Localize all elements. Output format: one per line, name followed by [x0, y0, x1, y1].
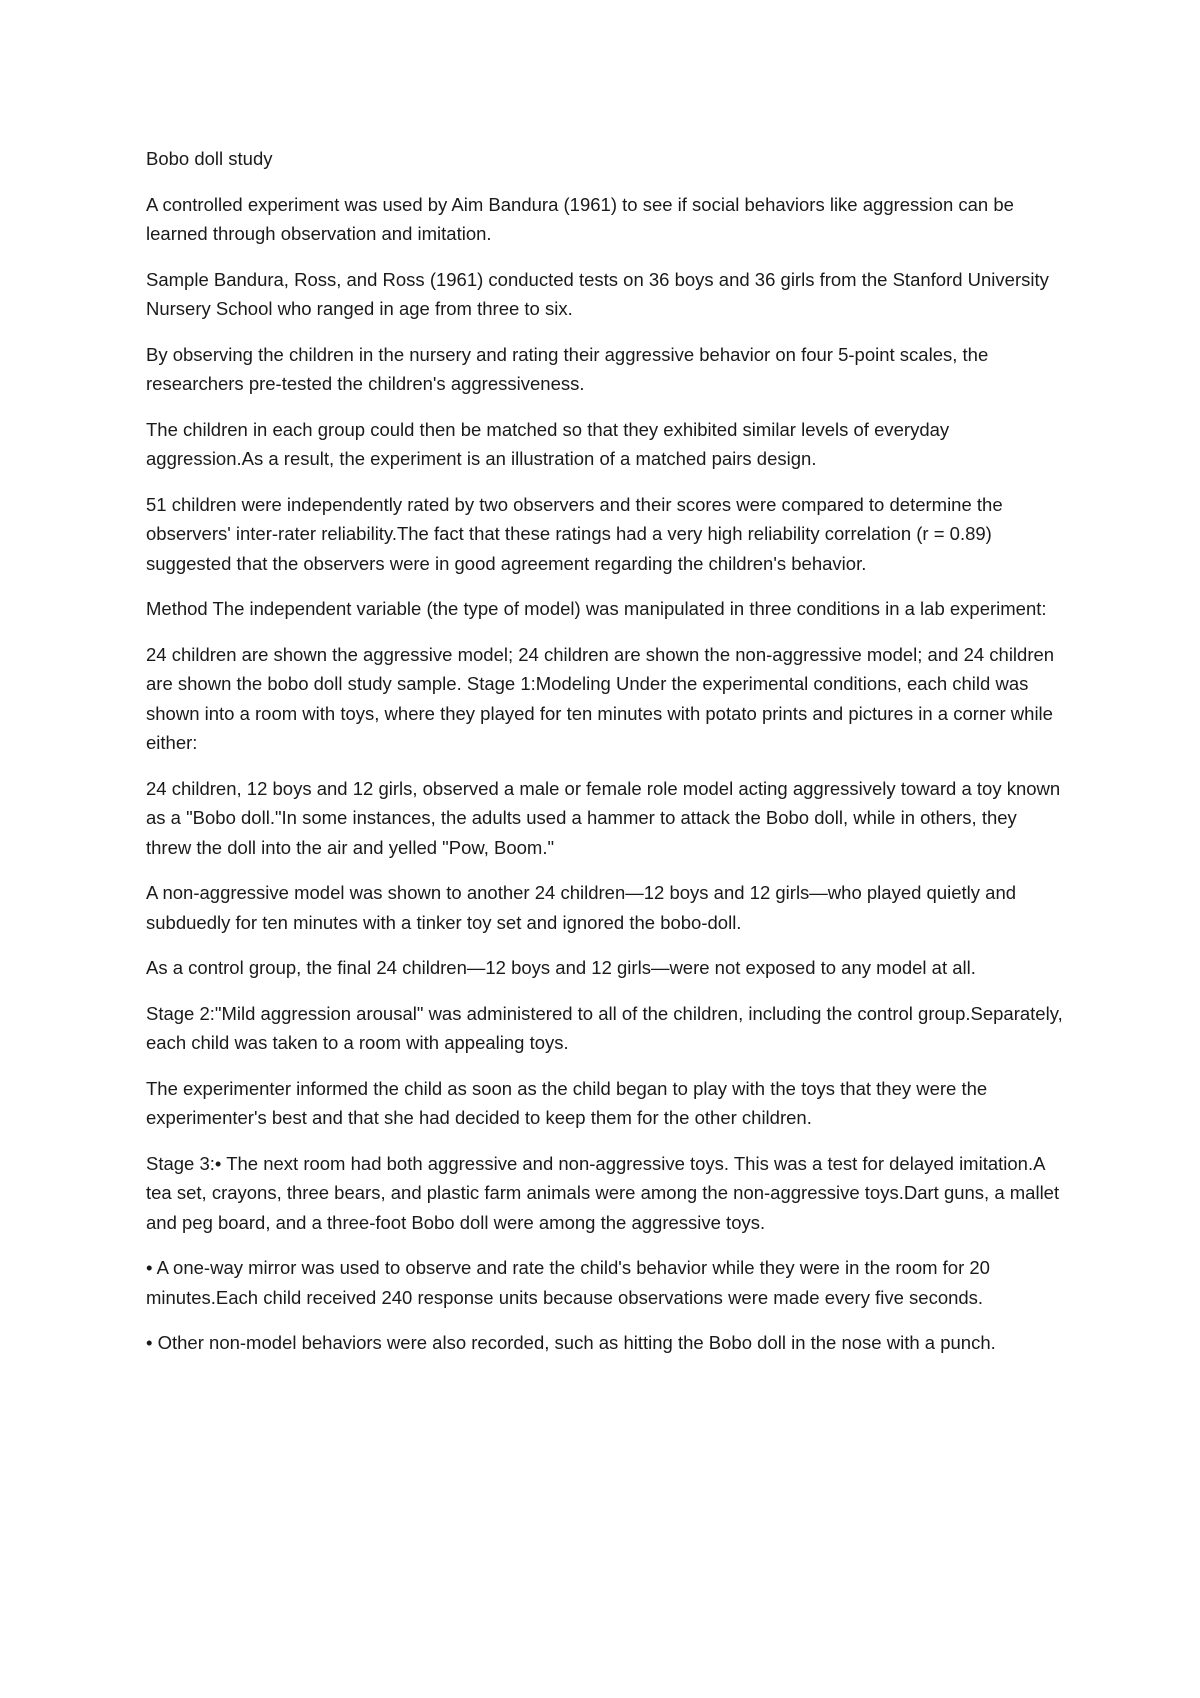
paragraph: 24 children are shown the aggressive model; 24 children are shown the non-aggressive model; and 24 children are shown the bobo doll study sample. Stage 1:Modeling Under the experimental conditions, each child was shown into a room with toys, where they played for ten minutes with potato prints and pictures in a corner while either: — [146, 643, 1055, 753]
paragraph: • Other non-model behaviors were also recorded, such as hitting the Bobo doll in the nose with a punch. — [146, 1332, 996, 1353]
paragraph: As a control group, the final 24 children—12 boys and 12 girls—were not exposed to any model at all. — [146, 957, 976, 978]
paragraph: The experimenter informed the child as soon as the child began to play with the toys that they were the experimenter's best and that she had decided to keep them for the other children. — [146, 1077, 988, 1128]
paragraph: 24 children, 12 boys and 12 girls, observed a male or female role model acting aggressively toward a toy known as a "Bobo doll."In some instances, the adults used a hammer to attack the Bobo doll, while in others, they threw the doll into the air and yelled "Pow, Boom." — [146, 777, 1061, 858]
paragraph: • A one-way mirror was used to observe and rate the child's behavior while they were in the room for 20 minutes.Each child received 240 response units because observations were made every five seconds. — [146, 1257, 990, 1308]
paragraph: Method The independent variable (the type of model) was manipulated in three conditions in a lab experiment: — [146, 598, 1047, 619]
paragraph: A non-aggressive model was shown to another 24 children—12 boys and 12 girls—who played quietly and subduedly for ten minutes with a tinker toy set and ignored the bobo-doll. — [146, 882, 1017, 933]
paragraph: Stage 3:• The next room had both aggressive and non-aggressive toys. This was a test for delayed imitation.A tea set, crayons, three bears, and plastic farm animals were among the non-aggressive toys.Dart guns, a mallet and peg board, and a three-foot Bobo doll were among the aggressive toys. — [146, 1152, 1060, 1233]
paragraph: A controlled experiment was used by Aim Bandura (1961) to see if social behaviors like aggression can be learned through observation and imitation. — [146, 193, 1014, 244]
paragraph: By observing the children in the nursery and rating their aggressive behavior on four 5-point scales, the researchers pre-tested the children's aggressiveness. — [146, 343, 989, 394]
document-body — [146, 144, 1066, 1374]
paragraph: 51 children were independently rated by two observers and their scores were compared to determine the observers' inter-rater reliability.The fact that these ratings had a very high reliability correlation (r = 0.89) suggested that the observers were in good agreement regarding the children's behavior. — [146, 493, 1003, 574]
paragraph: Stage 2:"Mild aggression arousal" was administered to all of the children, including the control group.Separately, each child was taken to a room with appealing toys. — [146, 1002, 1063, 1053]
paragraph: Sample Bandura, Ross, and Ross (1961) conducted tests on 36 boys and 36 girls from the Stanford University Nursery School who ranged in age from three to six. — [146, 268, 1049, 319]
document-title: Bobo doll study — [146, 148, 273, 169]
paragraph: The children in each group could then be matched so that they exhibited similar levels of everyday aggression.As a result, the experiment is an illustration of a matched pairs design. — [146, 418, 950, 469]
